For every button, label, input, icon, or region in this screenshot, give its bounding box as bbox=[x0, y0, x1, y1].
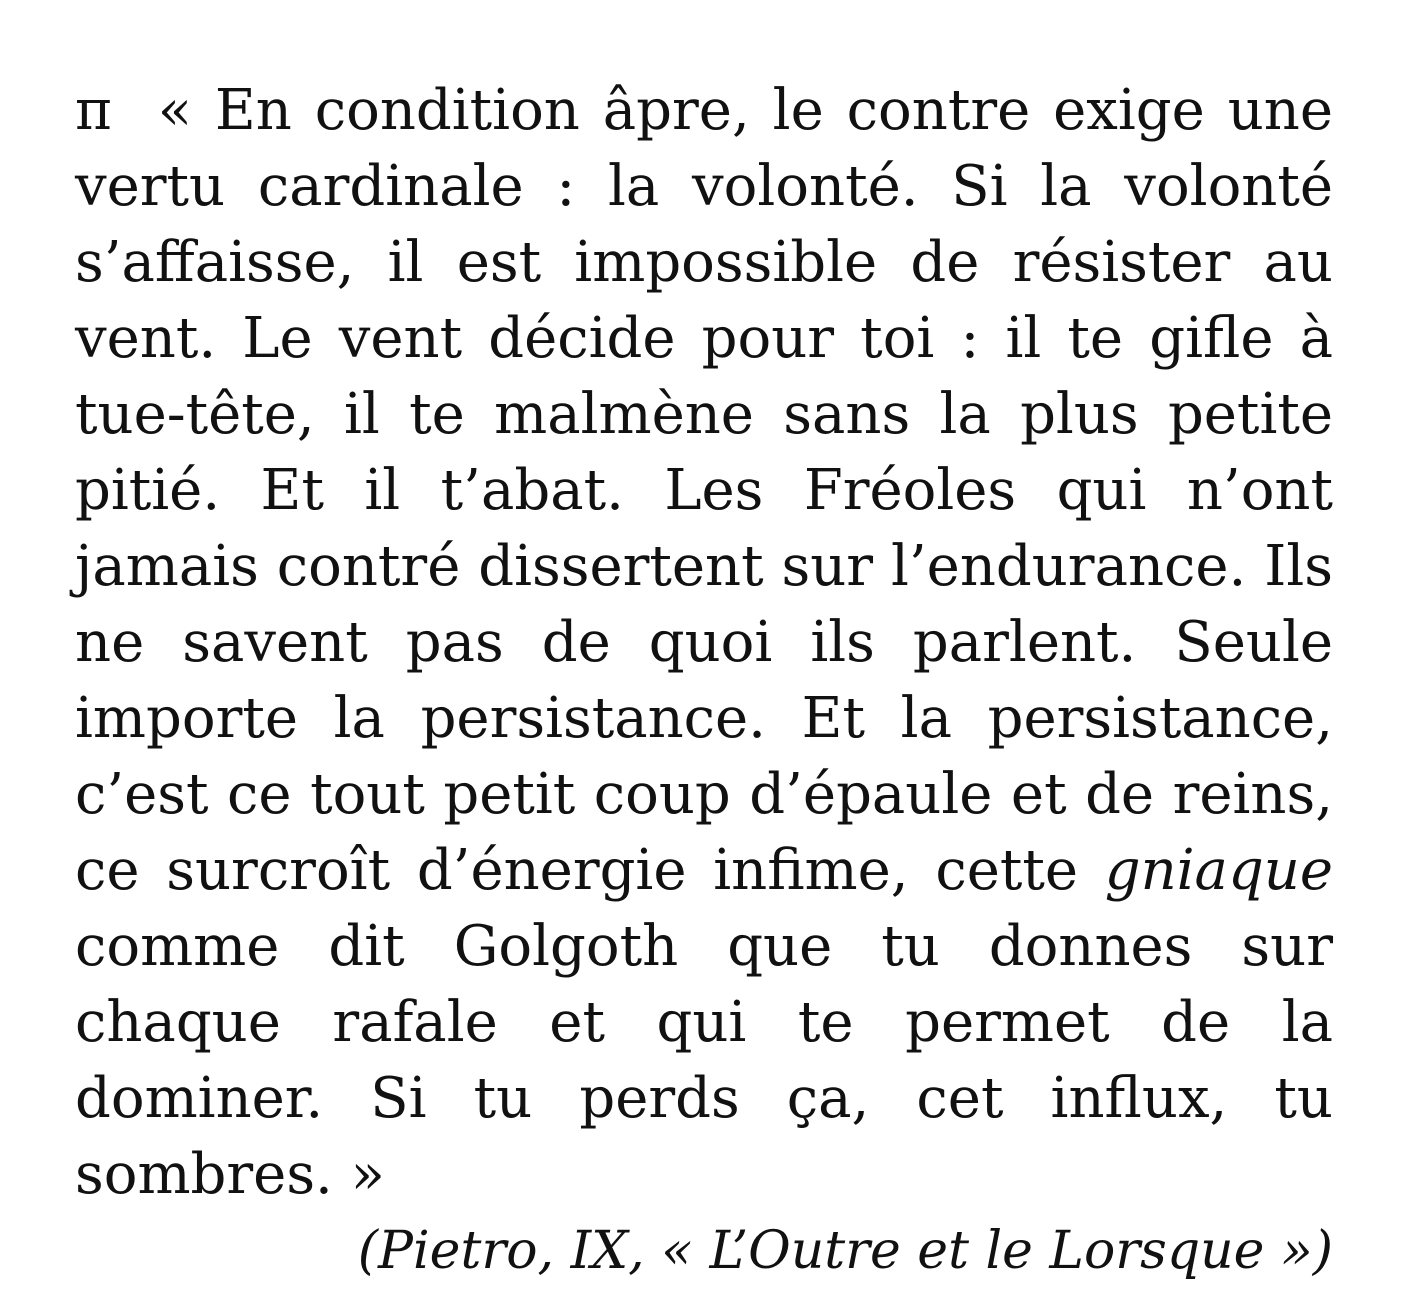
quote-text-start: « En condition âpre, le contre exige une vertu cardinale : la volonté. Si la volonté s’affaisse, il est impossible de résister au vent. Le vent décide pour toi : il te gifle à tue-tête, il te malmène sans la plus petite pitié. Et il t’abat. Les Fréoles qui n’ont jamais contré dissertent sur l’endurance. Ils ne savent pas de quoi ils parlent. Seule importe la persistance. Et la persistance, c’est ce tout petit coup d’épaule et de reins, ce surcroît d’énergie infime, cette bbox=[75, 78, 1333, 903]
quote-text-end: comme dit Golgoth que tu donnes sur chaque rafale et qui te permet de la dominer. Si tu perds ça, cet influx, tu sombres. » bbox=[75, 914, 1333, 1207]
quote-paragraph bbox=[75, 73, 1333, 1213]
document-page bbox=[75, 73, 1333, 1289]
emphasized-word: gniaque bbox=[1104, 838, 1333, 903]
citation: (Pietro, IX, « L’Outre et le Lorsque ») bbox=[357, 1221, 1333, 1281]
pi-marker: π bbox=[75, 78, 112, 143]
